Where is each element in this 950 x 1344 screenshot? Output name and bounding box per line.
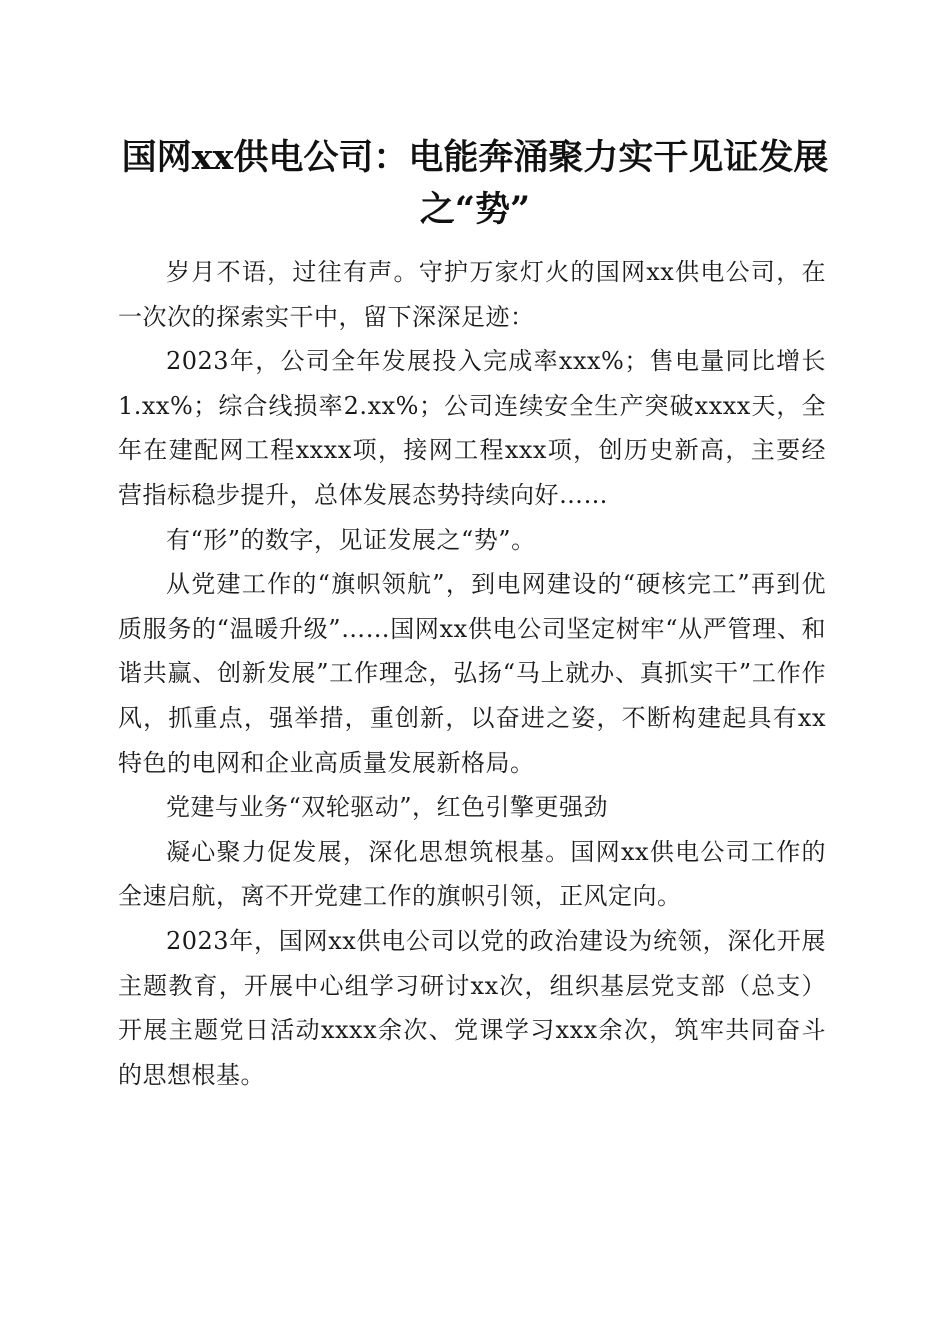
document-body [118,250,826,1097]
paragraph-numbers-witness: 有“形”的数字，见证发展之“势”。 [166,525,536,554]
paragraph-intro: 岁月不语，过往有声。守护万家灯火的国网xx供电公司，在一次次的探索实干中，留下深深足迹： [118,258,826,331]
document-title: 国网xx供电公司：电能奔涌聚力实干见证发展之“势” [121,137,829,230]
paragraph-2023-party-activities: 2023年，国网xx供电公司以党的政治建设为统领，深化开展主题教育，开展中心组学习研讨xx次，组织基层党支部（总支）开展主题党日活动xxxx余次、党课学习xxx余次，筑牢共同奋斗的思想根基。 [118,926,826,1089]
paragraph-party-building: 凝心聚力促发展，深化思想筑根基。国网xx供电公司工作的全速启航，离不开党建工作的旗帜引领，正风定向。 [118,837,826,911]
section-heading-dual-drive: 党建与业务“双轮驱动”，红色引擎更强劲 [166,793,609,822]
paragraph-philosophy: 从党建工作的“旗帜领航”，到电网建设的“硬核完工”再到优质服务的“温暖升级”……国网xx供电公司坚定树牢“从严管理、和谐共赢、创新发展”工作理念，弘扬“马上就办、真抓实干”工作作风，抓重点，强举措，重创新，以奋进之姿，不断构建起具有xx特色的电网和企业高质量发展新格局。 [118,570,826,777]
paragraph-2023-metrics: 2023年，公司全年发展投入完成率xxx%；售电量同比增长1.xx%；综合线损率2.xx%；公司连续安全生产突破xxxx天，全年在建配网工程xxxx项，接网工程xxx项，创历史新高，主要经营指标稳步提升，总体发展态势持续向好…… [118,347,826,509]
